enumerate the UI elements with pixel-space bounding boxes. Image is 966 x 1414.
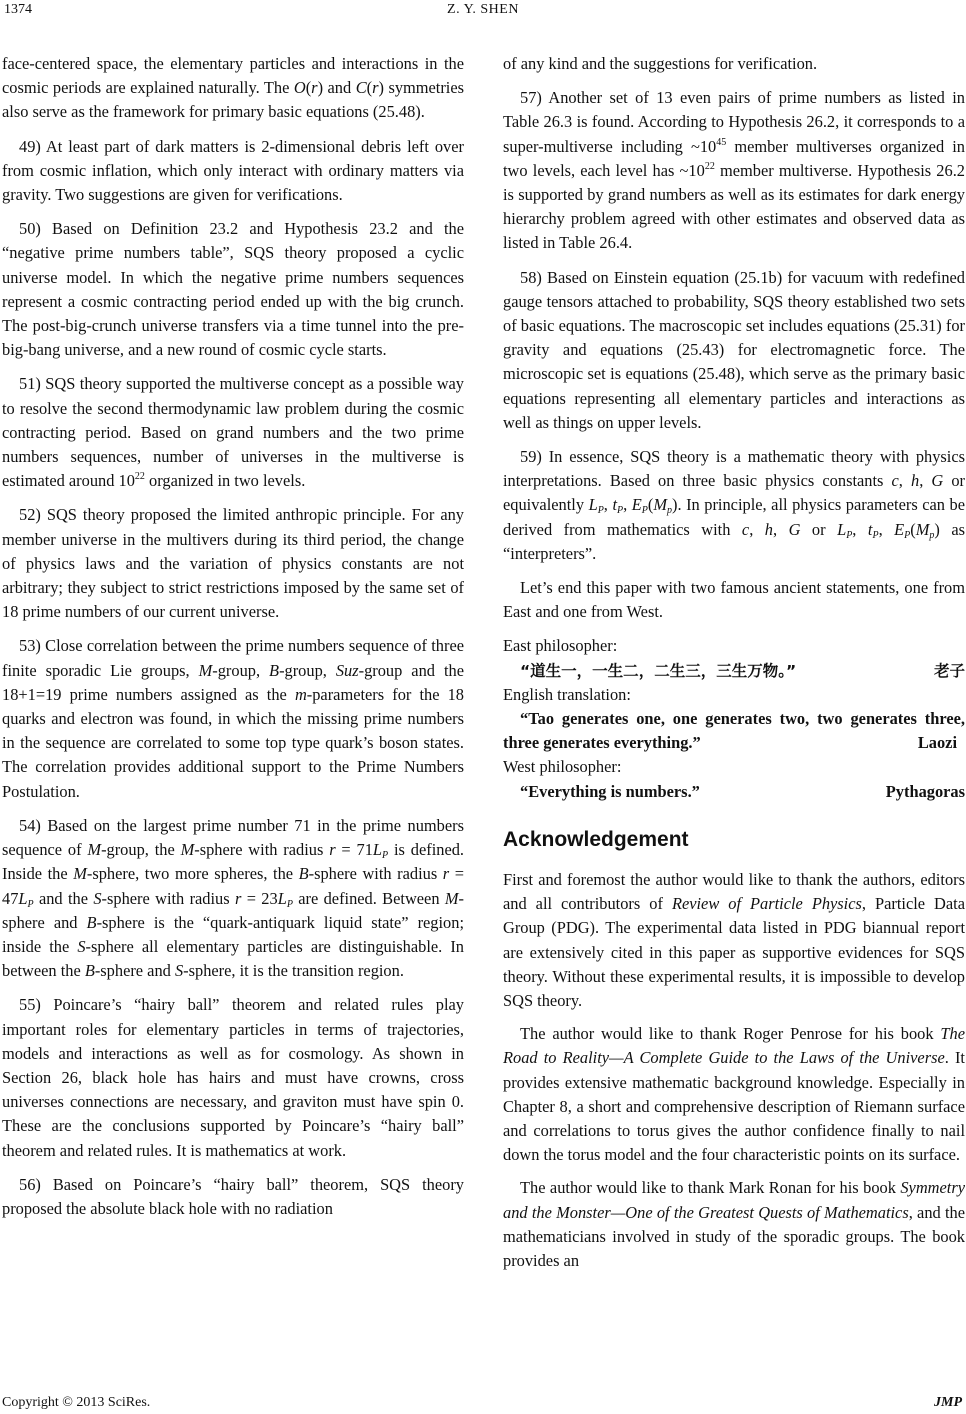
paragraph: Let’s end this paper with two famous ancient statements, one from East and one from West. — [503, 578, 965, 622]
paragraph: 55) Poincare’s “hairy ball” theorem and related rules play important roles for elementary particles in terms of trajectories, models and interactions as well as for cosmology. As shown in Section 26, black hole has hairs and must have crowns, cross universes connections are necessary, and graviton must have spin 0. These are the conclusions supported by Poincare’s “hairy ball” theorem and related rules. It is mathematics at work. — [2, 995, 464, 1160]
translation-label: English translation: — [503, 684, 631, 704]
paragraph: 58) Based on Einstein equation (25.1b) for vacuum with redefined gauge tensors attached to probability, SQS theory established two sets of basic equations. The macroscopic set includes equations (25.31) for gravity and equations (25.43) for electromagnetic force. The microscopic set is equations (25.48), which serve as the primary basic equations representing all elementary particles and interactions as well as things on upper levels. — [503, 267, 965, 432]
translation-author: Laozi — [917, 733, 957, 753]
paragraph: 59) In essence, SQS theory is a mathematic theory with physics interpretations. Based on three basic physics constants c, h, G or equivalently $L_P$, $t_P$, $E_P(M_p)$. In principle, all physics parameters can be derived from mathematics with c, h, G or $L_P$, $t_P$, $E_P(M_p)$ as “interpreters”. — [503, 447, 966, 563]
paragraph: First and foremost the author would like to thank the authors, editors and all contributors of Review of Particle Physics, Particle Data Group (PDG). The experimental data listed in PDG biannual report are extensively cited in this paper as supportive evidences for SQS theory. Without these experimental results, it is impossible to develop SQS theory. — [503, 869, 965, 1010]
paragraph: 52) SQS theory proposed the limited anthropic principle. For any member universe in the multivers during its third period, the change of physics laws and the variation of physics constants are not arbitrary; they subject to strict restrictions imposed by the same set of 18 prime numbers of our current universe. — [2, 505, 464, 622]
west-author: Pythagoras — [885, 781, 965, 801]
acknowledgement-heading: Acknowledgement — [503, 827, 689, 851]
running-title: Z. Y. SHEN — [447, 2, 519, 17]
paragraph: The author would like to thank Roger Penrose for his book The Road to Reality—A Complete Guide to the Laws of the Universe. It provides extensive mathematic background knowledge. Especially in Chapter 8, a short and comprehensive description of Riemann surface and correlations to torus gives the author confidence finally to nail down the torus model and the four characteristic points on its surface. — [503, 1024, 965, 1165]
paragraph: 50) Based on Definition 23.2 and Hypothesis 23.2 and the “negative prime numbers table”, SQS theory proposed a cyclic universe model. In which the negative prime numbers sequences represent a cosmic contracting period ended up with the big crunch. The post-big-crunch universe transfers via a time tunnel into the pre-big-bang universe, and a new round of cosmic cycle starts. — [2, 219, 464, 360]
translation-quote: “Tao generates one, one generates two, two generates three, three generates everything.” — [503, 709, 965, 753]
paragraph: 56) Based on Poincare’s “hairy ball” theorem, SQS theory proposed the absolute black hole with no radiation — [2, 1174, 464, 1218]
west-label: West philosopher: — [503, 757, 622, 777]
east-label: East philosopher: — [503, 636, 618, 656]
paragraph: 49) At least part of dark matters is 2-dimensional debris left over from cosmic inflation, which only interact with ordinary matters via gravity. Two suggestions are given for verifications. — [2, 136, 464, 205]
page-number: 1374 — [4, 2, 32, 17]
footer-journal: JMP — [934, 1395, 962, 1410]
paragraph: 51) SQS theory supported the multiverse concept as a possible way to resolve the second thermodynamic law problem during the cosmic contracting period. Based on grand numbers and the two prime numbers sequences, number of universes in the multiverse is estimated around $10^{22}$ organized in two levels. — [2, 374, 464, 491]
translation-quote-line — [503, 707, 965, 755]
paragraph: 57) Another set of 13 even pairs of prime numbers as listed in Table 26.3 is found. According to Hypothesis 26.2, it corresponds to a super-multiverse including $\sim 10^{45}$ member multiverses organized in two levels, each level has $\sim 10^{22}$ member multiverse. Hypothesis 26.2 is supported by grand numbers as well as its estimates for dark energy hierarchy problem agreed with other estimates and observed data as listed in Table 26.4. — [503, 88, 966, 253]
paragraph: 53) Close correlation between the prime numbers sequence of three finite sporadic Lie groups, M-group, B-group, Suz-group and the 18+1=19 prime numbers assigned as the m-parameters for the 18 quarks and electron was found, in which the missing prime numbers in the sequence are correlated to some top type quark’s boson states. The correlation provides additional support to the Prime Numbers Postulation. — [2, 636, 464, 801]
paragraph: face-centered space, the elementary particles and interactions in the cosmic periods are explained naturally. The O(r) and C(r) symmetries also serve as the framework for primary basic equations (25.48). — [2, 54, 465, 122]
west-quote: “Everything is numbers.” — [520, 781, 700, 801]
paragraph: of any kind and the suggestions for verification. — [503, 54, 818, 73]
left-column — [2, 52, 464, 1231]
paragraph: The author would like to thank Mark Ronan for his book Symmetry and the Monster—One of the Greatest Quests of Mathematics, and the mathematicians involved in study of the sporadic groups. The book provides an — [503, 1178, 965, 1270]
right-column — [503, 52, 965, 1282]
east-quote: “道生一，一生二，二生三，三生万物。” — [520, 661, 797, 680]
east-quote-line — [503, 659, 965, 683]
footer-copyright: Copyright © 2013 SciRes. — [2, 1395, 151, 1410]
acknowledgement-section — [503, 868, 965, 1273]
east-author: 老子 — [933, 661, 965, 680]
west-quote-line — [503, 780, 965, 804]
paragraph: 54) Based on the largest prime number 71 in the prime numbers sequence of M-group, the M-sphere with radius $r = 71L_P$ is defined. Inside the M-sphere, two more spheres, the B-sphere with radius $r = 47L_P$ and the S-sphere with radius $r = 23L_P$ are defined. Between M-sphere and B-sphere is the “quark-antiquark liquid state” region; inside the S-sphere all elementary particles are distinguishable. In between the B-sphere and S-sphere, it is the transition region. — [2, 815, 465, 981]
